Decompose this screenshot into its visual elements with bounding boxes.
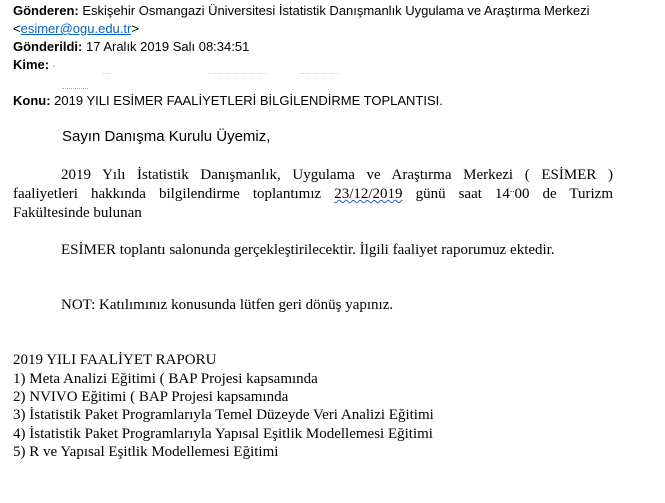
report-item: 4) İstatistik Paket Programlarıyla Yapısal Eşitlik Modellemesi Eğitimi xyxy=(13,426,433,442)
salutation: Sayın Danışma Kurulu Üyemiz, xyxy=(62,128,271,145)
from-email-close: > xyxy=(131,21,139,36)
from-label: Gönderen: xyxy=(13,3,79,18)
from-email-link[interactable]: esimer@ogu.edu.tr xyxy=(20,21,132,36)
note-text: NOT: Katılımınız konusunda lütfen geri dönüş yapınız. xyxy=(61,297,394,313)
time-superscript: .. xyxy=(509,184,515,194)
from-email-line xyxy=(13,21,139,37)
subject-label: Konu: xyxy=(13,93,51,108)
to-label: Kime: xyxy=(13,57,50,72)
meeting-date: 23/12/2019 xyxy=(334,186,403,202)
report-item: 3) İstatistik Paket Programlarıyla Temel Düzeyde Veri Analizi Eğitimi xyxy=(13,407,434,423)
paragraph-line-1: 2019 Yılı İstatistik Danışmanlık, Uygulama ve Araştırma Merkezi ( ESİMER ) xyxy=(61,167,613,183)
report-title: 2019 YILI FAALİYET RAPORU xyxy=(13,352,217,368)
subject-line xyxy=(13,93,443,109)
sent-value: 17 Aralık 2019 Salı 08:34:51 xyxy=(85,39,250,54)
para-text-b xyxy=(416,186,613,202)
paragraph-2: ESİMER toplantı salonunda gerçekleştirilecektir. İlgili faaliyet raporumuz ektedir. xyxy=(61,242,555,258)
subject-value: 2019 YILI ESİMER FAALİYETLERİ BİLGİLENDİRME TOPLANTISI. xyxy=(54,93,443,108)
sent-line xyxy=(13,39,249,55)
from-email-open: < xyxy=(13,21,21,36)
paragraph-line-2 xyxy=(13,185,613,204)
paragraph-line-3: Fakültesinde bulunan xyxy=(13,205,142,221)
from-line xyxy=(13,3,590,19)
redaction-mark xyxy=(103,73,111,75)
meeting-minutes: 00 de Turizm xyxy=(514,186,613,202)
para-text-a: faaliyetleri hakkında bilgilendirme toplantımız xyxy=(13,186,322,202)
from-name: Eskişehir Osmangazi Üniversitesi İstatistik Danışmanlık Uygulama ve Araştırma Merkezi xyxy=(82,3,590,18)
report-item: 2) NVIVO Eğitimi ( BAP Projesi kapsamında xyxy=(13,389,289,405)
meeting-hour: günü saat 14 xyxy=(415,186,510,202)
redacted-recipient xyxy=(53,65,55,67)
report-item: 1) Meta Analizi Eğitimi ( BAP Projesi kapsamında xyxy=(13,371,318,387)
redaction-mark xyxy=(208,73,268,75)
redaction-mark xyxy=(62,88,88,90)
to-line xyxy=(13,57,55,73)
report-item: 5) R ve Yapısal Eşitlik Modellemesi Eğitimi xyxy=(13,444,279,460)
redaction-mark xyxy=(300,73,340,75)
sent-label: Gönderildi: xyxy=(13,39,83,54)
